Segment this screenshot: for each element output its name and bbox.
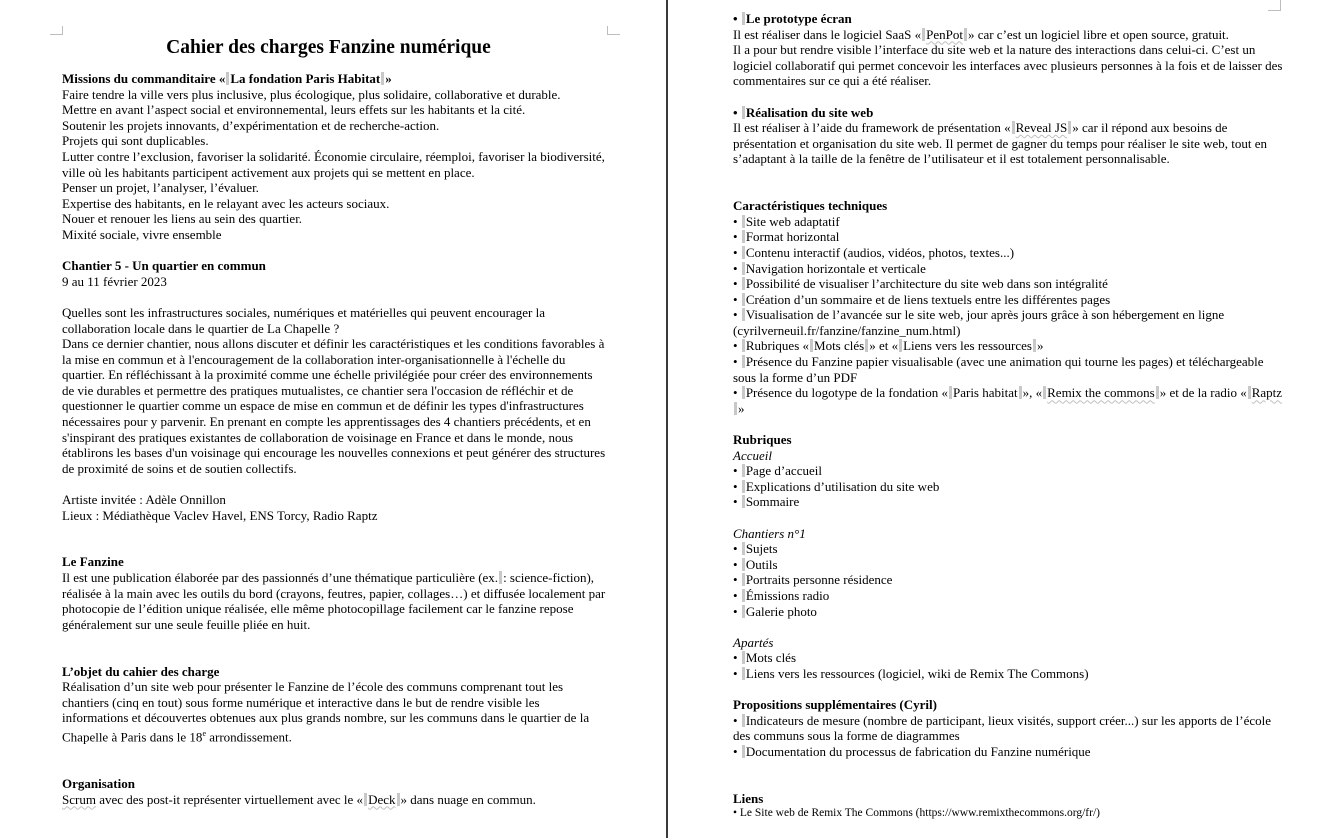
- missions-line[interactable]: Mettre en avant l’aspect social et environnemental, leurs effets sur les habitants et la cité.: [62, 102, 526, 118]
- rubrique-item[interactable]: • Portraits personne résidence: [733, 572, 1283, 588]
- chantier-question[interactable]: Quelles sont les infrastructures sociales, numériques et matérielles qui peuvent encourager la collaboration locale dans le quartier de La Chapelle ?: [62, 304, 545, 336]
- missions-line[interactable]: Expertise des habitants, en le relayant avec les acteurs sociaux.: [62, 195, 390, 211]
- propositions-heading[interactable]: Propositions supplémentaires (Cyril): [733, 697, 937, 713]
- rubrique-item[interactable]: • Sujets: [733, 541, 1283, 557]
- rubrique-item[interactable]: • Émissions radio: [733, 588, 1283, 604]
- document-page-left: [0, 0, 666, 838]
- page-body[interactable]: [62, 35, 607, 807]
- rubrique-item[interactable]: • Liens vers les ressources (logiciel, wiki de Remix The Commons): [733, 666, 1283, 682]
- page-corner-mark: [1268, 0, 1281, 11]
- rubrique-item[interactable]: • Sommaire: [733, 494, 1283, 510]
- caracteristiques-item[interactable]: • Format horizontal: [733, 229, 1283, 245]
- rubrique-item[interactable]: • Mots clés: [733, 650, 1283, 666]
- caracteristiques-heading[interactable]: Caractéristiques techniques: [733, 198, 888, 214]
- chantier-places[interactable]: Lieux : Médiathèque Vaclev Havel, ENS Torcy, Radio Raptz: [62, 507, 378, 523]
- page-corner-mark: [607, 26, 620, 35]
- chantier-heading[interactable]: Chantier 5 - Un quartier en commun: [62, 258, 266, 274]
- chantier-dates[interactable]: 9 au 11 février 2023: [62, 273, 167, 289]
- missions-line[interactable]: Projets qui sont duplicables.: [62, 133, 209, 149]
- organisation-text[interactable]: Scrum avec des post-it représenter virtuellement avec le « Deck » dans nuage en commun.: [62, 791, 536, 807]
- prototype-text-2[interactable]: Il a pour but rendre visible l’interface du site web et la nature des interactions dans celui-ci. C’est un logiciel collaboratif qui permet concevoir les interfaces avec plusieurs personnes à la fois et de laisser des commentaires sur ce qui a été réaliser.: [733, 42, 1283, 89]
- document-title[interactable]: Cahier des charges Fanzine numérique: [166, 37, 491, 58]
- rubrique-item[interactable]: • Page d’accueil: [733, 463, 1283, 479]
- organisation-heading[interactable]: Organisation: [62, 776, 135, 792]
- fanzine-heading[interactable]: Le Fanzine: [62, 554, 124, 570]
- proposition-item[interactable]: • Indicateurs de mesure (nombre de participant, lieux visités, support créer...) sur les apports de l’école des communs sous la forme de diagrammes: [733, 713, 1283, 744]
- caracteristiques-item[interactable]: • Site web adaptatif: [733, 214, 1283, 230]
- caracteristiques-item[interactable]: • Navigation horizontale et verticale: [733, 261, 1283, 277]
- missions-line[interactable]: Lutter contre l’exclusion, favoriser la solidarité. Économie circulaire, réemploi, favoriser la biodiversité, ville où les habitants participent activement aux projets qui se mettent en place.: [62, 148, 605, 180]
- objet-heading[interactable]: L’objet du cahier des charge: [62, 663, 220, 679]
- rubrique-accueil-title[interactable]: Accueil: [733, 447, 772, 463]
- rubrique-chantiers-title[interactable]: Chantiers n°1: [733, 525, 806, 541]
- fanzine-text[interactable]: Il est une publication élaborée par des passionnés d’une thématique particulière (ex. : science-fiction), réalisée à la main avec les outils du bord (crayons, feutres, papier, collages…) et diffusée localement par photocopie de l’édition unique réalisée, elle même photocopillage facilement car le fanzine repose généralement sur une seule feuille pliée en huit.: [62, 570, 606, 632]
- objet-text[interactable]: Réalisation d’un site web pour présenter le Fanzine de l’école des communs comprenant tout les chantiers (cinq en tout) sous forme numérique et interactive dans le but de rendre visible les informations et découvertes obtenues aux plus grands nombre, sur les communs dans le quartier de la Chapelle à Paris dans le 18e arrondissement.: [62, 679, 590, 745]
- chantier-description[interactable]: Dans ce dernier chantier, nous allons discuter et définir les caractéristiques et les conditions favorables à la mise en commun et à l'encouragement de la collaboration inter-organisationnelle à l'échelle du quartier. En réfléchissant à la proximité comme une échelle privilégiée pour créer des environnements de vie durables et permettre des pratiques mutualistes, ce chantier sera l'occasion de réfléchir et de questionner le quartier comme un espace de mise en commun et de définir les types d'infrastructures nécessaires pour y parvenir. En prenant en compte les apprentissages des 4 chantiers précédents, et en s'inspirant des pratiques existantes de collaboration de voisinage en France et dans le monde, nous établirons les bases d'un voisinage qui encourage les nouvelles connexions et peut générer des structures de proximité de soins et de soutien collectifs.: [62, 336, 606, 476]
- page-corner-mark: [50, 26, 63, 35]
- caracteristiques-item[interactable]: • Création d’un sommaire et de liens textuels entre les différentes pages: [733, 292, 1283, 308]
- realisation-text[interactable]: Il est réaliser à l’aide du framework de présentation « Reveal JS » car il répond aux besoins de présentation et organisation du site web. Il permet de gagner du temps pour réaliser le site web, tout en s’adaptant à la taille de la fenêtre de l’utilisateur et il est totalement personnalisable.: [733, 120, 1268, 167]
- missions-line[interactable]: Nouer et renouer les liens au sein des quartier.: [62, 211, 303, 227]
- missions-heading[interactable]: Missions du commanditaire « La fondation Paris Habitat »: [62, 71, 392, 86]
- missions-line[interactable]: Mixité sociale, vivre ensemble: [62, 226, 222, 242]
- rubrique-item[interactable]: • Explications d’utilisation du site web: [733, 479, 1283, 495]
- prototype-heading[interactable]: • Le prototype écran: [733, 11, 1283, 27]
- prototype-text[interactable]: Il est réaliser dans le logiciel SaaS « PenPot » car c’est un logiciel libre et open source, gratuit.: [733, 26, 1229, 42]
- caracteristiques-item[interactable]: • Présence du Fanzine papier visualisable (avec une animation qui tourne les pages) et téléchargeable sous la forme d’un PDF: [733, 354, 1283, 385]
- liens-heading[interactable]: Liens: [733, 790, 764, 806]
- proposition-item[interactable]: • Documentation du processus de fabrication du Fanzine numérique: [733, 744, 1283, 760]
- rubriques-heading[interactable]: Rubriques: [733, 432, 792, 448]
- rubrique-apartes-title[interactable]: Apartés: [733, 634, 774, 650]
- document-page-right: [668, 0, 1338, 838]
- rubrique-item[interactable]: • Galerie photo: [733, 604, 1283, 620]
- missions-line[interactable]: Faire tendre la ville vers plus inclusive, plus écologique, plus solidaire, collaborative et durable.: [62, 86, 561, 102]
- caracteristiques-item[interactable]: • Contenu interactif (audios, vidéos, photos, textes...): [733, 245, 1283, 261]
- chantier-artist[interactable]: Artiste invitée : Adèle Onnillon: [62, 492, 226, 508]
- page-body[interactable]: [733, 11, 1283, 822]
- missions-line[interactable]: Penser un projet, l’analyser, l’évaluer.: [62, 180, 259, 196]
- rubrique-item[interactable]: • Outils: [733, 557, 1283, 573]
- caracteristiques-item[interactable]: • Possibilité de visualiser l’architecture du site web dans son intégralité: [733, 276, 1283, 292]
- missions-line[interactable]: Soutenir les projets innovants, d’expérimentation et de recherche-action.: [62, 117, 440, 133]
- caracteristiques-item[interactable]: • Rubriques « Mots clés » et « Liens vers les ressources »: [733, 338, 1283, 354]
- caracteristiques-item[interactable]: • Visualisation de l’avancée sur le site web, jour après jours grâce à son hébergement en ligne (cyrilverneuil.fr/fanzine/fanzine_num.html): [733, 307, 1283, 338]
- lien-item[interactable]: • Le Site web de Remix The Commons (https://www.remixthecommons.org/fr/): [733, 806, 1283, 822]
- caracteristiques-item[interactable]: • Présence du logotype de la fondation « Paris habitat », « Remix the commons » et de la radio « Raptz»: [733, 385, 1283, 416]
- realisation-heading[interactable]: • Réalisation du site web: [733, 105, 1283, 121]
